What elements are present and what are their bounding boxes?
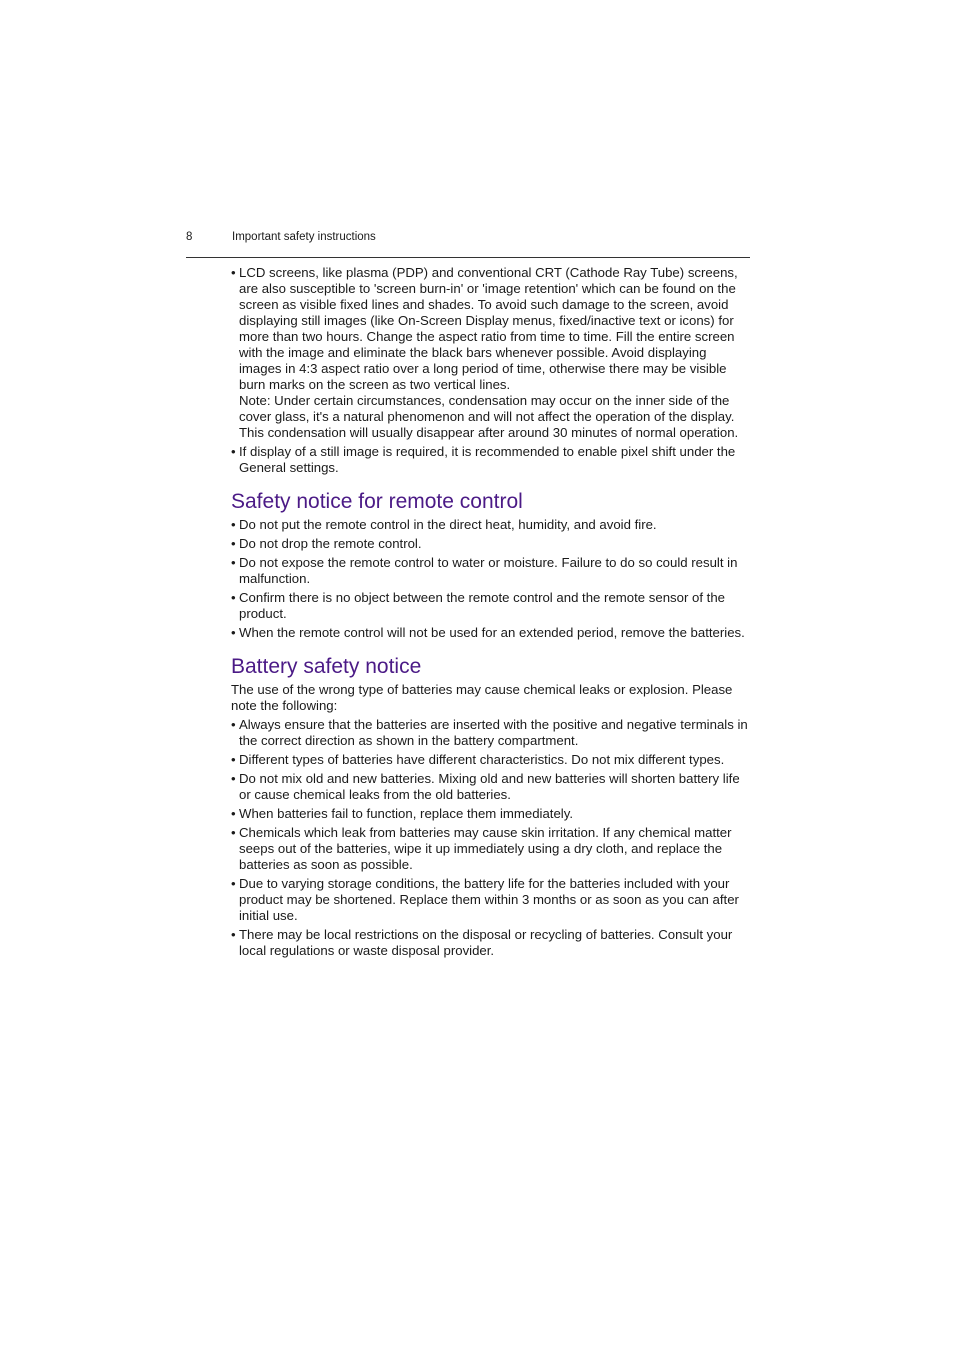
list-item-text: Do not put the remote control in the direct heat, humidity, and avoid fire. xyxy=(239,517,657,532)
battery-bullet-list xyxy=(231,717,751,959)
list-item-text: Do not expose the remote control to water or moisture. Failure to do so could result in malfunction. xyxy=(239,555,738,586)
list-item xyxy=(231,825,751,873)
list-item xyxy=(231,517,751,533)
list-item-text: If display of a still image is required, it is recommended to enable pixel shift under the General settings. xyxy=(239,444,736,475)
bullet-icon: • xyxy=(231,752,236,767)
bullet-icon: • xyxy=(231,536,236,551)
list-item xyxy=(231,717,751,749)
bullet-icon: • xyxy=(231,806,236,821)
list-item-text: When the remote control will not be used for an extended period, remove the batteries. xyxy=(239,625,745,640)
list-item xyxy=(231,806,751,822)
list-item-text: Due to varying storage conditions, the battery life for the batteries included with your product may be shortened. Replace them within 3 months or as soon as you can after initial use. xyxy=(239,876,739,923)
bullet-icon: • xyxy=(231,927,236,942)
list-item xyxy=(231,265,751,441)
bullet-icon: • xyxy=(231,590,236,605)
list-item xyxy=(231,927,751,959)
list-item xyxy=(231,444,751,476)
bullet-icon: • xyxy=(231,444,236,459)
bullet-icon: • xyxy=(231,771,236,786)
list-item-text: Chemicals which leak from batteries may cause skin irritation. If any chemical matter seeps out of the batteries, wipe it up immediately using a dry cloth, and replace the batteries as soon as possible. xyxy=(239,825,732,872)
bullet-icon: • xyxy=(231,555,236,570)
page-header xyxy=(186,229,750,258)
page-content xyxy=(231,265,751,962)
list-item-text: Always ensure that the batteries are inserted with the positive and negative terminals in the correct direction as shown in the battery compartment. xyxy=(239,717,748,748)
bullet-icon: • xyxy=(231,517,236,532)
bullet-icon: • xyxy=(231,825,236,840)
list-item xyxy=(231,590,751,622)
list-item-text: Do not mix old and new batteries. Mixing old and new batteries will shorten battery life or cause chemical leaks from the old batteries. xyxy=(239,771,740,802)
remote-control-heading: Safety notice for remote control xyxy=(231,490,523,513)
running-title: Important safety instructions xyxy=(232,231,376,243)
list-item-text: LCD screens, like plasma (PDP) and conventional CRT (Cathode Ray Tube) screens, are also susceptible to 'screen burn-in' or 'image retention' which can be found on the screen as visible fixed lines and shades. To avoid such damage to the screen, avoid displaying still images (like On-Screen Display menus, fixed/inactive text or icons) for more than two hours. Change the aspect ratio from time to time. Fill the entire screen with the image and eliminate the black bars whenever possible. Avoid displaying images in 4:3 aspect ratio over a long period of time, otherwise there may be visible burn marks on the screen as two vertical lines. xyxy=(239,265,738,392)
battery-safety-heading: Battery safety notice xyxy=(231,655,422,678)
bullet-icon: • xyxy=(231,876,236,891)
list-item xyxy=(231,771,751,803)
list-item-text: Do not drop the remote control. xyxy=(239,536,422,551)
page-number: 8 xyxy=(186,231,193,243)
list-item xyxy=(231,536,751,552)
lcd-bullet-list xyxy=(231,265,751,476)
list-item xyxy=(231,752,751,768)
bullet-icon: • xyxy=(231,717,236,732)
bullet-icon: • xyxy=(231,625,236,640)
battery-intro: The use of the wrong type of batteries may cause chemical leaks or explosion. Please note the following: xyxy=(231,682,733,713)
list-item xyxy=(231,876,751,924)
condensation-note: Note: Under certain circumstances, condensation may occur on the inner side of the cover glass, it's a natural phenomenon and will not affect the operation of the display. This condensation will usually disappear after around 30 minutes of normal operation. xyxy=(239,393,739,440)
list-item-text: When batteries fail to function, replace them immediately. xyxy=(239,806,573,821)
remote-bullet-list xyxy=(231,517,751,641)
list-item-text: Different types of batteries have different characteristics. Do not mix different types. xyxy=(239,752,725,767)
bullet-icon: • xyxy=(231,265,236,280)
list-item xyxy=(231,625,751,641)
list-item-text: Confirm there is no object between the remote control and the remote sensor of the product. xyxy=(239,590,726,621)
list-item xyxy=(231,555,751,587)
list-item-text: There may be local restrictions on the disposal or recycling of batteries. Consult your local regulations or waste disposal provider. xyxy=(239,927,733,958)
